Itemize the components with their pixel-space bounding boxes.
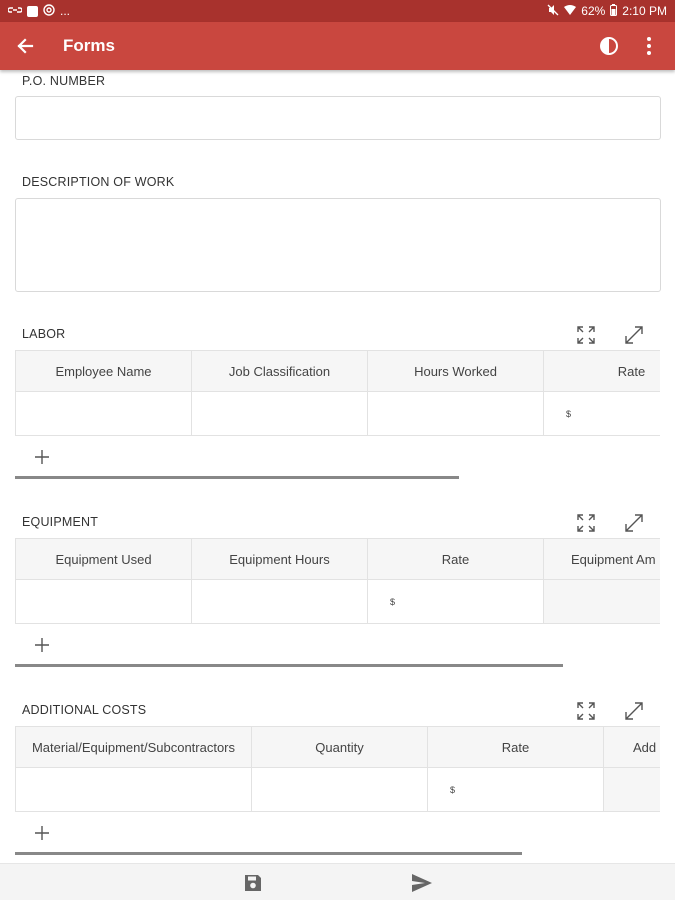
column-header: Quantity bbox=[252, 726, 428, 768]
table-cell[interactable]: $ bbox=[544, 392, 660, 436]
column-header: Hours Worked bbox=[368, 350, 544, 392]
table-cell[interactable] bbox=[192, 392, 368, 436]
page-title: Forms bbox=[63, 36, 115, 55]
table-cell[interactable]: $ bbox=[428, 768, 604, 812]
labor-label: LABOR bbox=[22, 327, 66, 341]
horizontal-scrollbar[interactable] bbox=[15, 664, 563, 667]
status-bar bbox=[0, 0, 675, 22]
battery-icon bbox=[610, 4, 617, 19]
table-row bbox=[16, 392, 660, 436]
send-icon[interactable] bbox=[409, 870, 435, 896]
table-cell[interactable]: $ bbox=[368, 580, 544, 624]
table-cell[interactable] bbox=[16, 768, 252, 812]
table-row bbox=[16, 580, 660, 624]
column-header: Equipment Used bbox=[16, 538, 192, 580]
equipment-table bbox=[15, 538, 660, 624]
column-header: Rate bbox=[428, 726, 604, 768]
save-icon[interactable] bbox=[240, 870, 266, 896]
table-cell[interactable] bbox=[16, 580, 192, 624]
link-icon bbox=[8, 4, 22, 18]
clock: 2:10 PM bbox=[622, 4, 667, 18]
po-number-label: P.O. NUMBER bbox=[22, 74, 106, 88]
contrast-icon[interactable] bbox=[589, 22, 629, 70]
at-sign-icon bbox=[43, 4, 55, 19]
column-header: Equipment Hours bbox=[192, 538, 368, 580]
description-label: DESCRIPTION OF WORK bbox=[22, 175, 175, 189]
table-cell[interactable] bbox=[368, 392, 544, 436]
battery-percent: 62% bbox=[581, 4, 606, 18]
equipment-label: EQUIPMENT bbox=[22, 515, 99, 529]
column-header: Material/Equipment/Subcontractors bbox=[16, 726, 252, 768]
bottom-action-bar bbox=[0, 863, 675, 900]
horizontal-scrollbar[interactable] bbox=[15, 476, 459, 479]
add-equipment-row-button[interactable] bbox=[30, 633, 54, 657]
description-input[interactable] bbox=[15, 198, 661, 292]
expand-icon[interactable] bbox=[621, 510, 647, 536]
column-header: Rate bbox=[544, 350, 660, 392]
expand-icon[interactable] bbox=[621, 698, 647, 724]
add-labor-row-button[interactable] bbox=[30, 445, 54, 469]
labor-table bbox=[15, 350, 660, 436]
form-content[interactable] bbox=[0, 70, 675, 863]
table-cell bbox=[604, 768, 660, 812]
app-toolbar bbox=[0, 22, 675, 70]
fullscreen-icon[interactable] bbox=[573, 322, 599, 348]
mute-icon bbox=[547, 4, 559, 19]
status-ellipsis: ... bbox=[60, 4, 71, 18]
table-cell bbox=[544, 580, 660, 624]
column-header: Job Classification bbox=[192, 350, 368, 392]
column-header: Employee Name bbox=[16, 350, 192, 392]
column-header: Equipment Am bbox=[544, 538, 660, 580]
wifi-icon bbox=[564, 4, 576, 18]
horizontal-scrollbar[interactable] bbox=[15, 852, 522, 855]
more-vert-icon[interactable] bbox=[629, 22, 669, 70]
table-cell[interactable] bbox=[192, 580, 368, 624]
column-header: Add bbox=[604, 726, 660, 768]
fullscreen-icon[interactable] bbox=[573, 510, 599, 536]
expand-icon[interactable] bbox=[621, 322, 647, 348]
additional-costs-label: ADDITIONAL COSTS bbox=[22, 703, 147, 717]
column-header: Rate bbox=[368, 538, 544, 580]
table-cell[interactable] bbox=[252, 768, 428, 812]
additional-costs-table bbox=[15, 726, 660, 812]
fullscreen-icon[interactable] bbox=[573, 698, 599, 724]
flipboard-icon bbox=[27, 6, 38, 17]
po-number-input[interactable] bbox=[15, 96, 661, 140]
add-additional-cost-row-button[interactable] bbox=[30, 821, 54, 845]
table-row bbox=[16, 768, 660, 812]
back-arrow-icon[interactable] bbox=[0, 22, 50, 70]
table-cell[interactable] bbox=[16, 392, 192, 436]
